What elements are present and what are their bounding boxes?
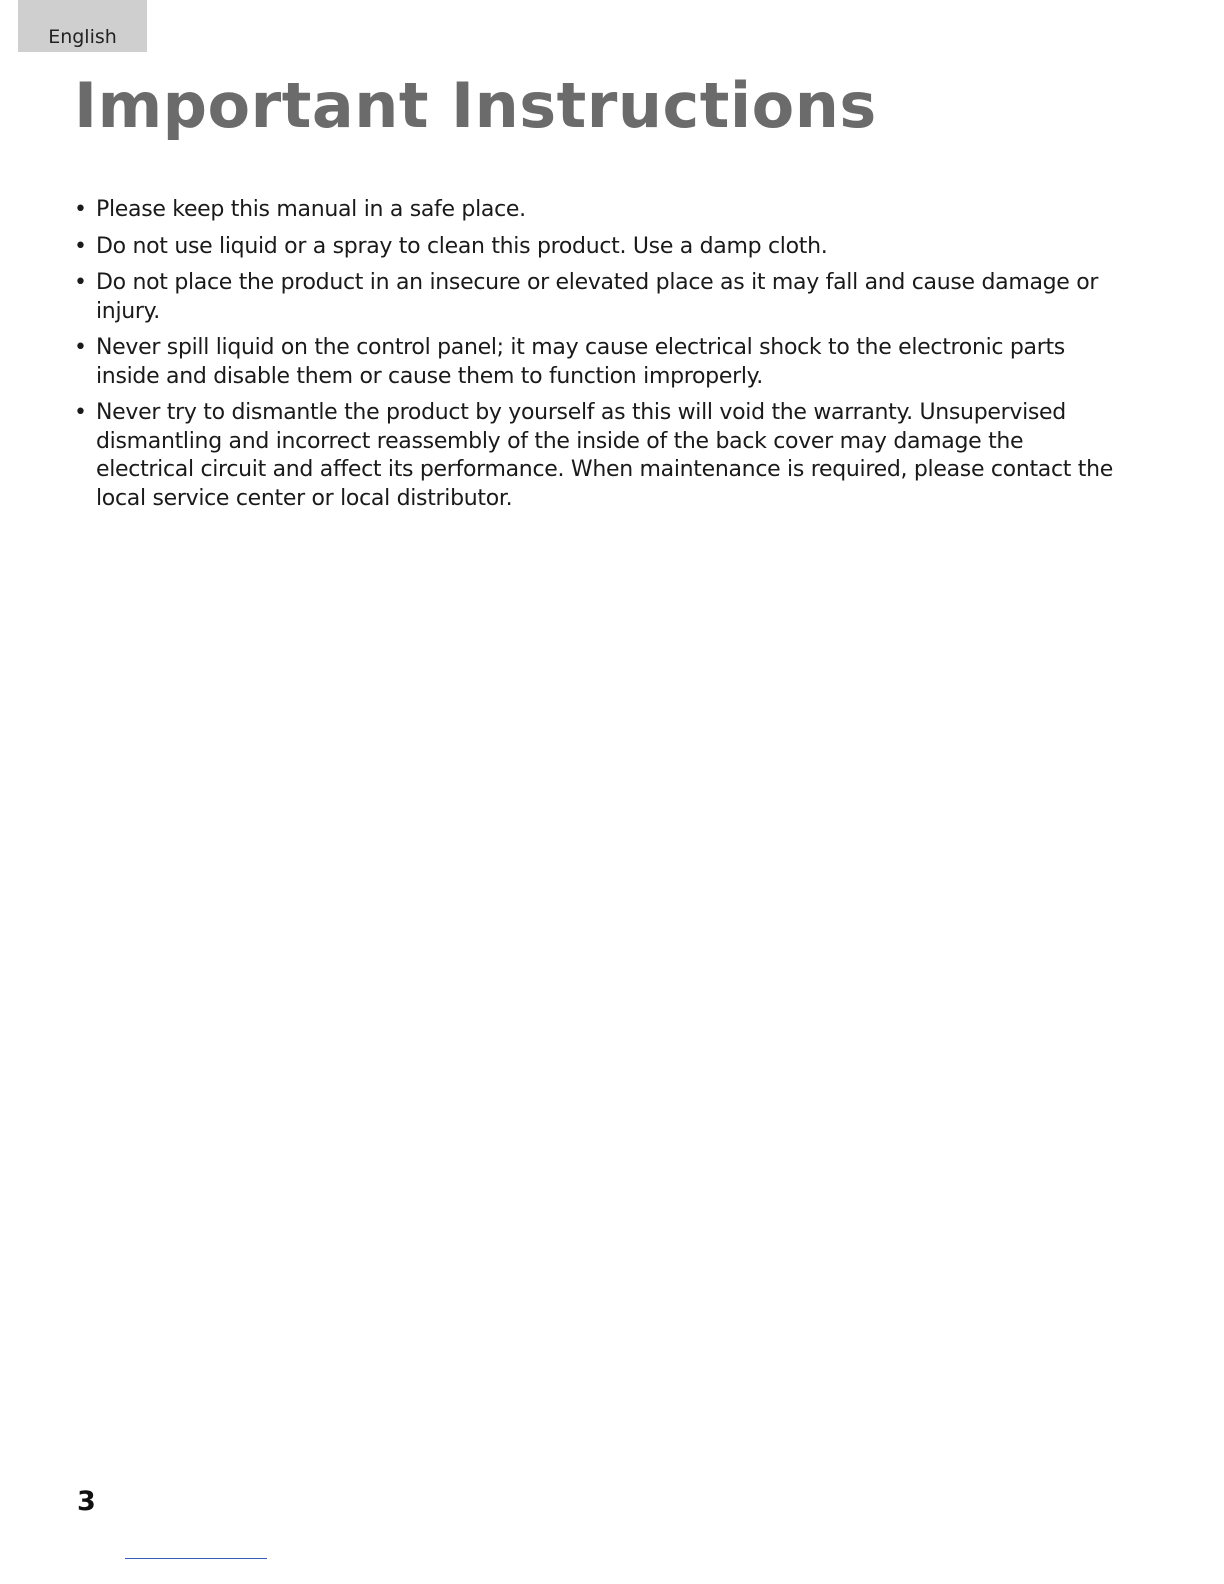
instruction-text: Never spill liquid on the control panel; it may cause electrical shock to the electronic parts inside and disable them or cause them to function improperly. [96, 335, 1065, 389]
bullet-icon: • [74, 197, 87, 222]
footer-divider [125, 1558, 267, 1559]
page-title: Important Instructions [74, 69, 877, 142]
instruction-list [74, 196, 1124, 521]
list-item [74, 399, 1124, 513]
list-item [74, 196, 1124, 225]
list-item [74, 269, 1124, 326]
language-tab-label: English [48, 26, 117, 48]
instruction-text: Do not use liquid or a spray to clean this product. Use a damp cloth. [96, 233, 828, 259]
instruction-text: Never try to dismantle the product by yourself as this will void the warranty. Unsupervised dismantling and incorrect reassembly of the inside of the back cover may damage the electrical circuit and affect its performance. When maintenance is required, please contact the local service center or local distributor. [96, 400, 1113, 511]
list-item [74, 334, 1124, 391]
bullet-icon: • [74, 233, 87, 259]
instruction-text: Do not place the product in an insecure or elevated place as it may fall and cause damage or injury. [96, 270, 1099, 324]
page-number: 3 [77, 1486, 96, 1517]
list-item [74, 233, 1124, 262]
language-tab [18, 0, 147, 52]
bullet-icon: • [74, 400, 87, 425]
bullet-icon: • [74, 335, 87, 360]
bullet-icon: • [74, 270, 87, 295]
instruction-text: Please keep this manual in a safe place. [96, 197, 526, 222]
